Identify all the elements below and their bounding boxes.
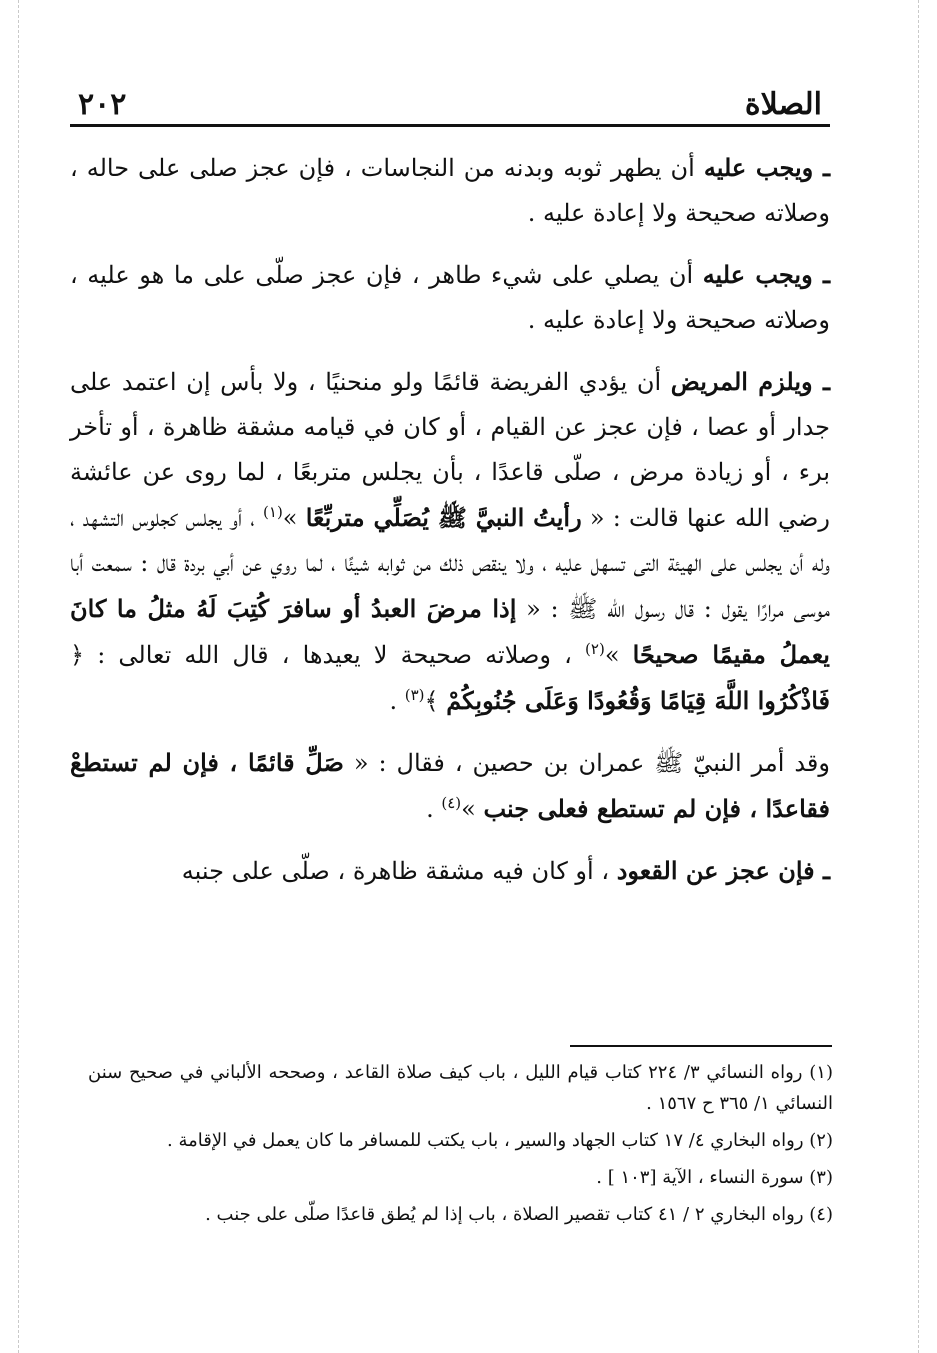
footnote-2: (٢) رواه البخاري ٤/ ١٧ كتاب الجهاد والسير ، باب يكتب للمسافر ما كان يعمل في الإقامة . — [167, 1130, 833, 1151]
footnote-separator — [570, 1045, 832, 1047]
book-page — [70, 80, 830, 910]
paragraph-text: أن يصلي على شيء طاهر ، فإن عجز صلّى على ما هو عليه ، وصلاته صحيحة ولا إعادة عليه . — [70, 261, 830, 334]
paragraph-lead: ـ ويجب عليه — [702, 260, 830, 289]
footnotes — [88, 1057, 833, 1236]
footnote-4: (٤) رواه البخاري ٢ / ٤١ كتاب تقصير الصلاة ، باب إذا لم يُطق قاعدًا صلّى على جنب . — [205, 1204, 833, 1225]
page-header — [70, 80, 830, 127]
paragraph-text: ، أو يجلس كجلوس التشهد ، وله أن يجلس على الهيئة التى تسهل عليه ، ولا ينقص ذلك من ثوابه شيئًا ، لما روي عن أبي بردة قال : سمعت أبا موسى مرارًا يقول : قال رسول الله ﷺ : « — [70, 504, 830, 623]
hadith-quote: رأيتُ النبيَّ ﷺ يُصَلِّي متربِّعًا — [305, 503, 582, 532]
footnote-ref: (٢) — [585, 640, 605, 658]
footnote-ref: (٤) — [441, 794, 462, 812]
left-margin-guide — [18, 0, 19, 1353]
hadith-quote: صَلِّ قائمًا ، فإن لم تستطعْ فقاعدًا ، فإن لم تستطع فعلى جنب — [70, 748, 830, 823]
footnote-ref: (١) — [263, 503, 283, 521]
paragraph-lead: ـ فإن عجز عن القعود — [616, 856, 830, 885]
paragraph-4 — [70, 740, 830, 832]
main-text — [70, 145, 830, 894]
quote-close: » — [604, 641, 633, 669]
paragraph-text: ، وصلاته صحيحة لا يعيدها ، قال الله تعالى : ﴿ — [70, 641, 586, 669]
paragraph-text: ، أو كان فيه مشقة ظاهرة ، صلّى على جنبه — [181, 857, 617, 885]
hadith-quote: إذا مرضَ العبدُ أو سافرَ كُتِبَ لَهُ مثلُ ما كانَ يعملُ مقيمًا صحيحًا — [70, 594, 830, 669]
footnote-1: (١) رواه النسائي ٣/ ٢٢٤ كتاب قيام الليل ، باب كيف صلاة القاعد ، وصححه الألباني في صحيح سنن النسائي ١/ ٣٦٥ ح ١٥٦٧ . — [88, 1062, 833, 1114]
paragraph-2 — [70, 252, 830, 343]
footnote-ref: (٣) — [404, 686, 425, 704]
quran-verse: فَاذْكُرُوا اللَّهَ قِيَامًا وَقُعُودًا وَعَلَى جُنُوبِكُمْ — [446, 686, 830, 715]
page-number: ٢٠٢ — [78, 87, 127, 122]
paragraph-1 — [70, 145, 830, 236]
paragraph-end: . — [426, 795, 442, 823]
quote-close: ﴾ — [424, 687, 447, 715]
paragraph-text: وقد أمر النبيّ ﷺ عمران بن حصين ، فقال : « — [343, 749, 830, 777]
paragraph-3 — [70, 359, 830, 724]
paragraph-text: أن يؤدي الفريضة قائمًا ولو منحنيًا ، ولا بأس إن اعتمد على جدار أو عصا ، فإن عجز عن القيام ، أو كان في قيامه مشقة ظاهرة ، أو تأخر برء ، أو زيادة مرض ، صلّى قاعدًا ، بأن يجلس متربعًا ، لما روى عن عائشة رضي الله عنها قالت : « — [70, 368, 831, 532]
right-margin-guide — [918, 0, 919, 1353]
paragraph-lead: ـ ويلزم المريض — [670, 367, 830, 396]
quote-close: » — [282, 504, 306, 532]
footnote-3: (٣) سورة النساء ، الآية [١٠٣ ] . — [596, 1167, 833, 1188]
quote-close: » — [461, 795, 484, 823]
paragraph-text: أن يطهر ثوبه وبدنه من النجاسات ، فإن عجز صلى على حاله ، وصلاته صحيحة ولا إعادة عليه . — [70, 154, 830, 227]
page-title: الصلاة — [744, 87, 822, 122]
paragraph-end: . — [389, 687, 405, 715]
paragraph-lead: ـ ويجب عليه — [703, 153, 830, 182]
paragraph-5 — [70, 848, 830, 894]
